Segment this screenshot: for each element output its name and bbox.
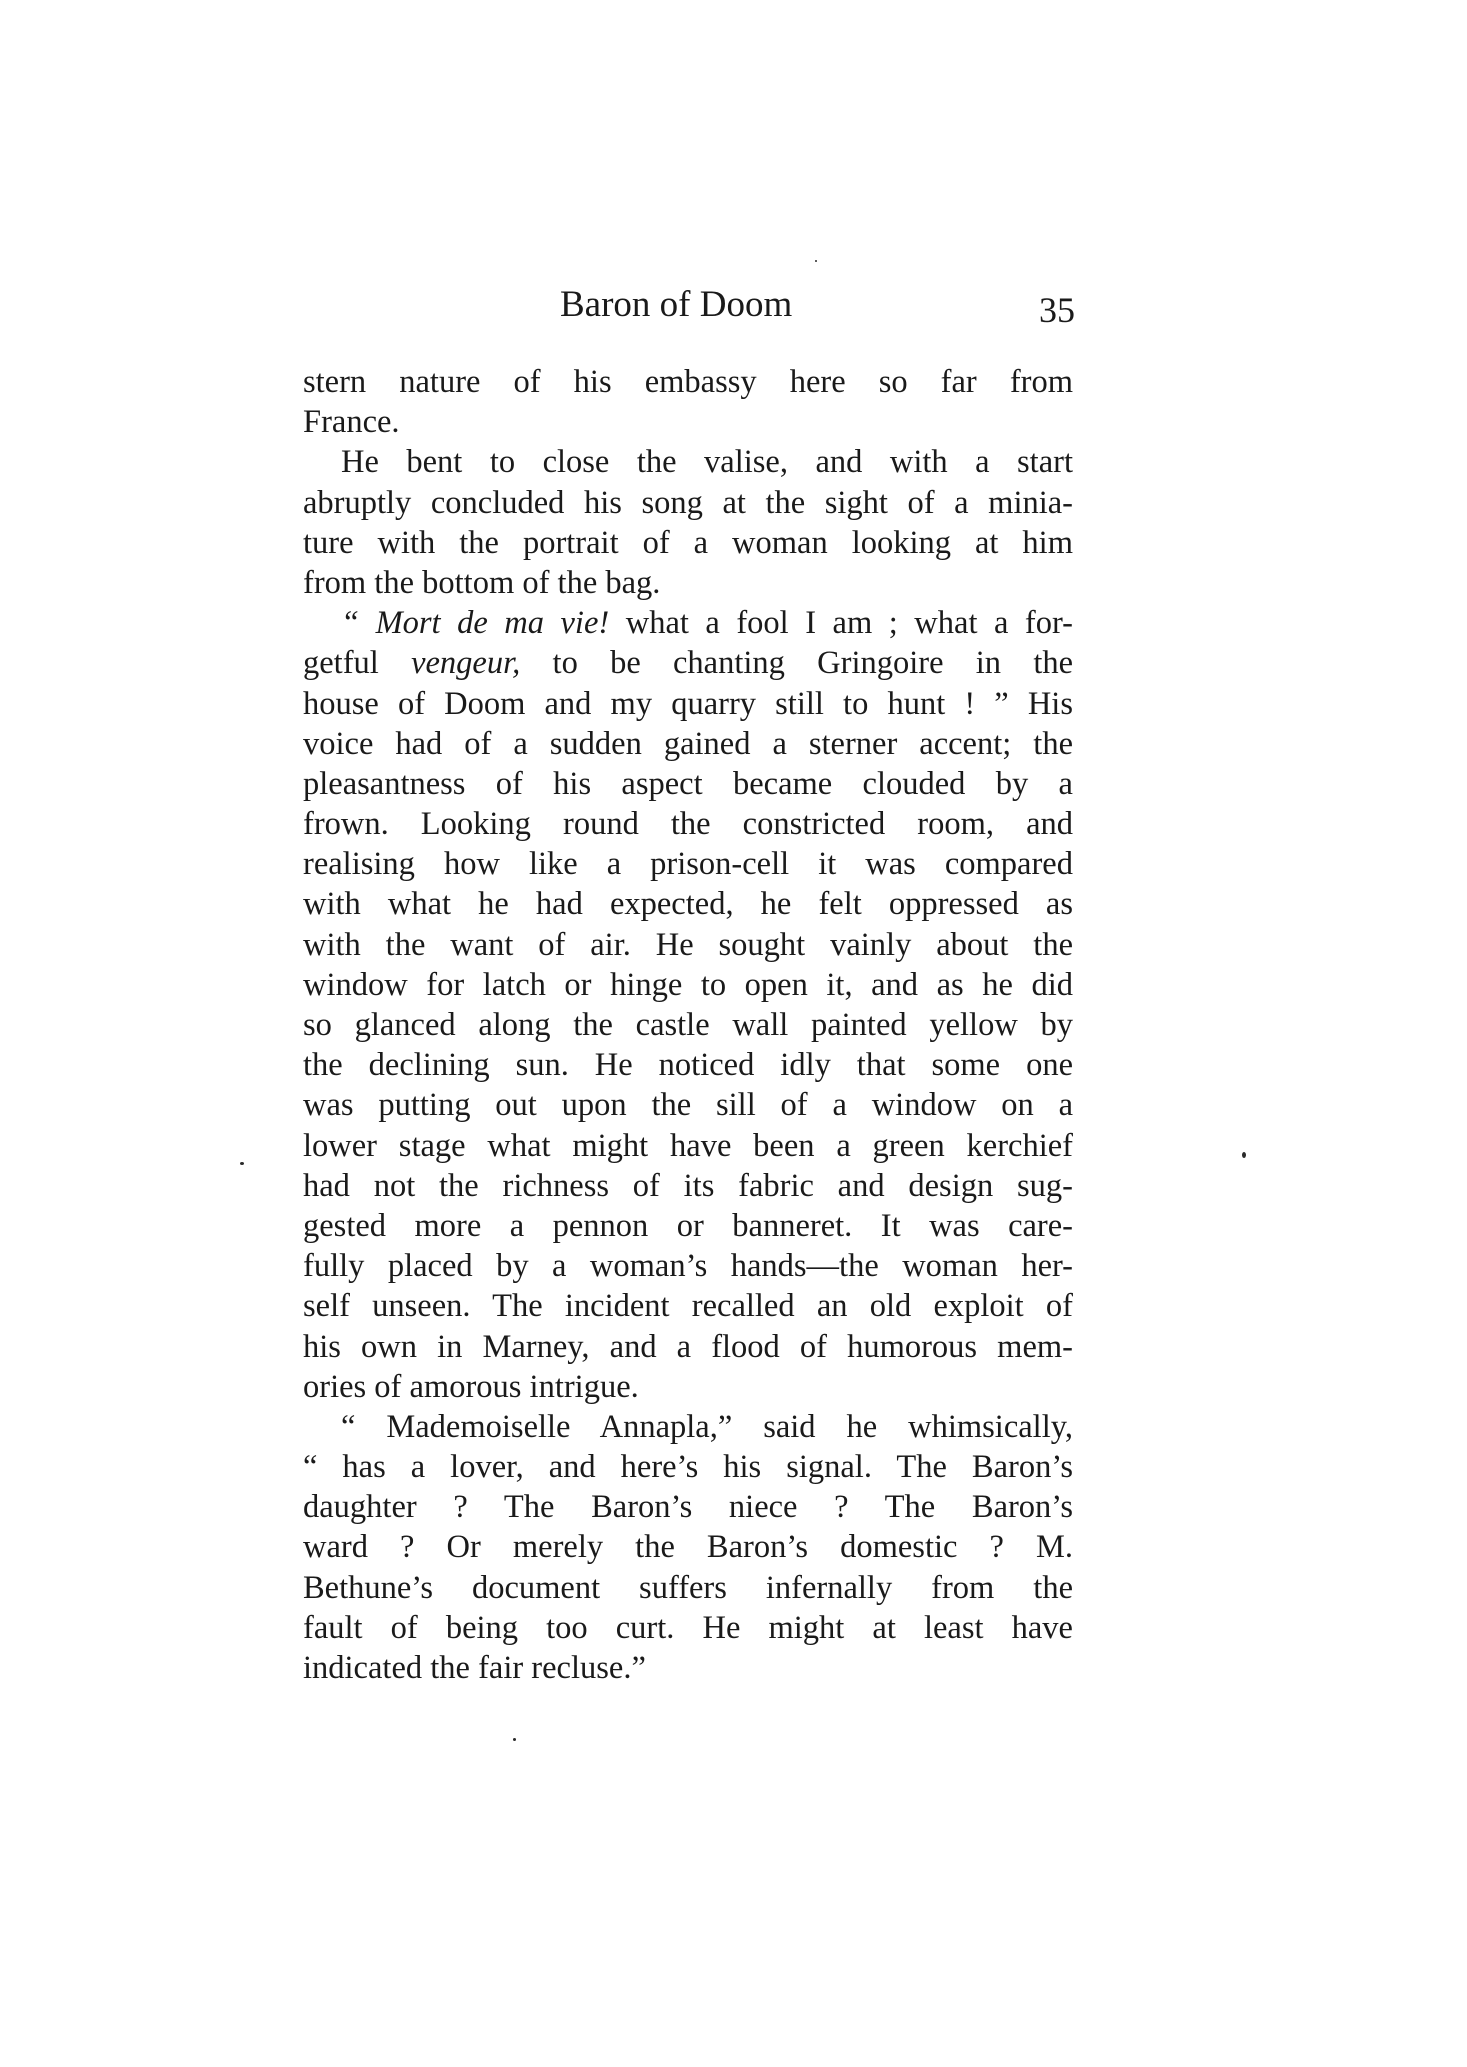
text-line: with what he had expected, he felt oppressed as	[303, 886, 1073, 923]
running-title: Baron of Doom	[560, 284, 793, 325]
text-line: voice had of a sudden gained a sterner accent; the	[303, 725, 1073, 762]
text-line: “ Mademoiselle Annapla,” said he whimsically,	[341, 1408, 1073, 1445]
text-line: indicated the fair recluse.”	[303, 1650, 646, 1686]
text-line: ture with the portrait of a woman looking at him	[303, 524, 1073, 561]
text-line: was putting out upon the sill of a window on a	[303, 1087, 1073, 1124]
scan-speck	[815, 260, 817, 262]
text-line: frown. Looking round the constricted room, and	[303, 806, 1073, 843]
text-line: lower stage what might have been a green kerchief	[303, 1127, 1073, 1164]
text-run: what a fool I am ; what a for-	[625, 605, 1073, 642]
scan-speck	[513, 1738, 516, 1741]
text-line	[303, 603, 1073, 643]
text-run: to be chanting Gringoire in the	[552, 645, 1074, 682]
italic-word: vengeur,	[411, 645, 521, 682]
text-line: He bent to close the valise, and with a start	[341, 444, 1073, 481]
text-line: from the bottom of the bag.	[303, 564, 661, 601]
text-line	[303, 643, 1073, 683]
text-line: ories of amorous intrigue.	[303, 1368, 639, 1405]
scan-speck	[240, 1162, 244, 1165]
text-line: gested more a pennon or banneret. It was care-	[303, 1207, 1073, 1244]
text-line: had not the richness of its fabric and design sug-	[303, 1167, 1073, 1204]
text-line: house of Doom and my quarry still to hunt ! ” His	[303, 685, 1073, 722]
text-line: the declining sun. He noticed idly that some one	[303, 1047, 1073, 1084]
text-line: ward ? Or merely the Baron’s domestic ? M.	[303, 1529, 1073, 1566]
text-line: so glanced along the castle wall painted yellow by	[303, 1007, 1073, 1043]
text-line: daughter ? The Baron’s niece ? The Baron’s	[303, 1489, 1073, 1526]
page-number: 35	[1039, 290, 1075, 330]
text-line: “ has a lover, and here’s his signal. The Baron’s	[303, 1449, 1073, 1486]
text-line: self unseen. The incident recalled an old exploit of	[303, 1288, 1073, 1325]
italic-phrase: “ Mort de ma vie!	[341, 605, 610, 642]
scan-speck	[1242, 1152, 1246, 1158]
text-line: stern nature of his embassy here so far from	[303, 364, 1073, 400]
text-line: pleasantness of his aspect became clouded by a	[303, 765, 1073, 802]
text-line: realising how like a prison-cell it was compared	[303, 846, 1073, 883]
text-line: window for latch or hinge to open it, and as he did	[303, 966, 1073, 1003]
body-text	[303, 362, 1073, 1688]
text-line: abruptly concluded his song at the sight of a minia-	[303, 484, 1073, 521]
text-line: his own in Marney, and a flood of humorous mem-	[303, 1328, 1073, 1365]
text-line: France.	[303, 404, 400, 441]
text-run: getful	[303, 645, 379, 682]
text-line: fully placed by a woman’s hands—the woman her-	[303, 1248, 1073, 1285]
running-head	[300, 275, 1075, 335]
text-line: Bethune’s document suffers infernally from the	[303, 1569, 1073, 1606]
text-line: with the want of air. He sought vainly about the	[303, 926, 1073, 963]
text-line: fault of being too curt. He might at least have	[303, 1609, 1073, 1646]
